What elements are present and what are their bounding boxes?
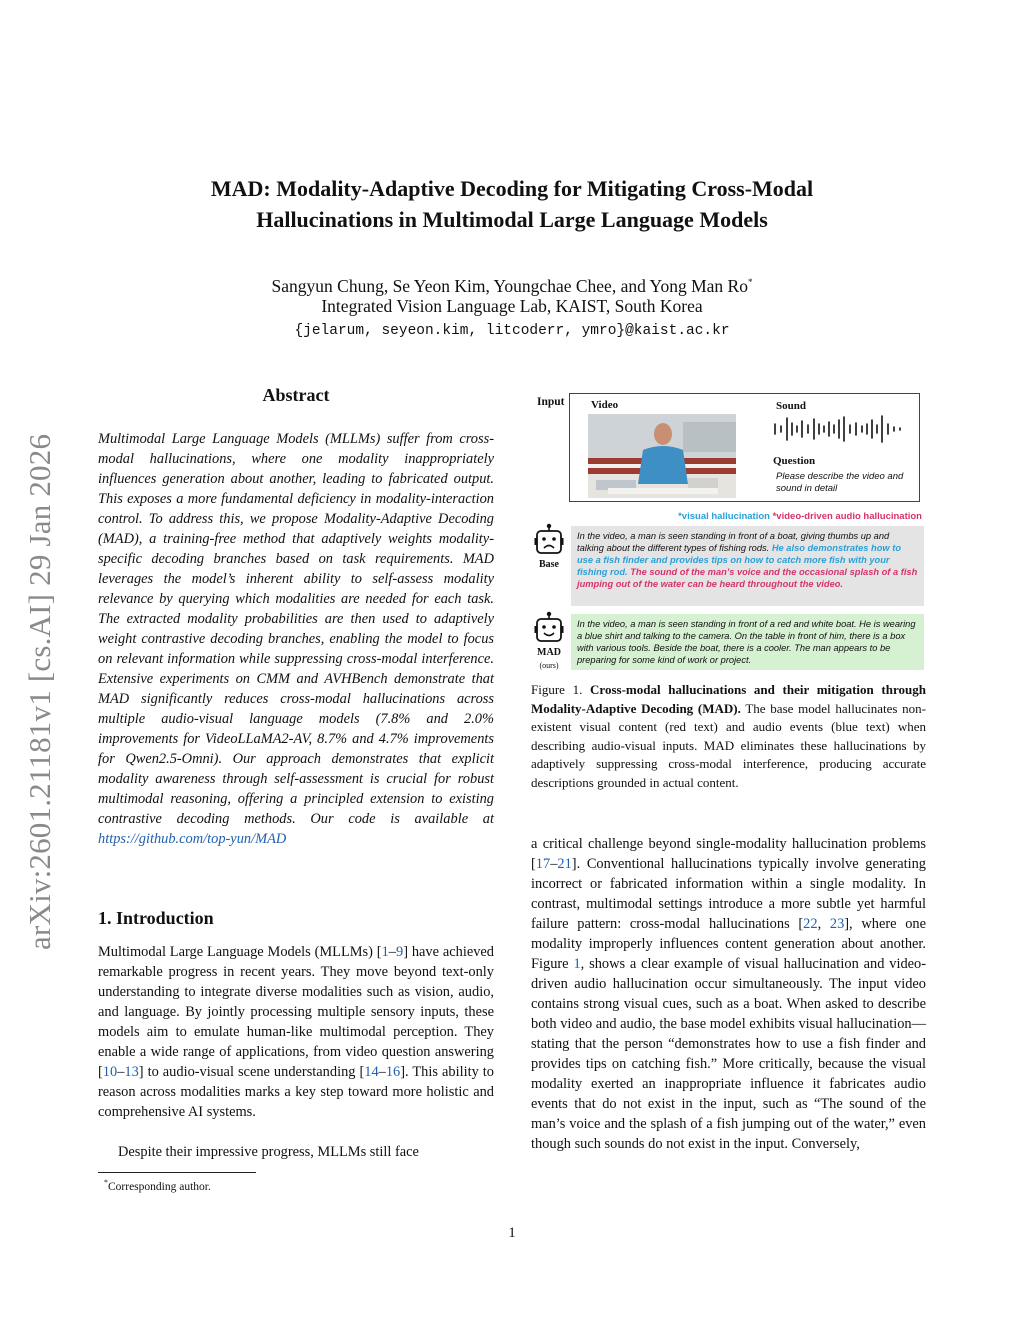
video-frame-illustration — [588, 414, 736, 498]
intro-paragraph-3 — [531, 834, 926, 1154]
section-heading-introduction: 1. Introduction — [98, 908, 214, 928]
legend-audio-hallucination: *video-driven audio hallucination — [772, 511, 922, 522]
text-run: , — [817, 916, 830, 932]
citation-link[interactable]: 9 — [395, 944, 404, 960]
text-run: a critical challenge beyond single-modality hallucination problems [ — [531, 836, 926, 872]
caption-prefix: Figure 1. — [531, 682, 591, 697]
figure-legend — [560, 511, 922, 522]
affiliation: Integrated Vision Language Lab, KAIST, South Korea — [321, 296, 703, 316]
citation-link[interactable]: 13 — [124, 1064, 139, 1080]
base-text-plain: In the video, a man is seen standing in front of a boat, giving thumbs up and talking about the different types of fishing rods. — [577, 531, 890, 553]
citation-link[interactable]: 10 — [102, 1064, 118, 1080]
figure-sound-label: Sound — [776, 400, 806, 412]
text-run: – — [378, 1064, 386, 1080]
citation-link[interactable]: 21 — [557, 856, 572, 872]
sad-robot-icon — [534, 523, 564, 557]
author-list — [120, 271, 904, 298]
text-run: , shows a clear example of visual hallucination and video-driven audio hallucination occur simultaneously. The input video contains strong visual cues, such as a boat. When asked to describe both video and audio, the base model exhibits visual hallucination—stating that the person “demonstrates how to use a fish finder and provides tips on catching fish.” More critically, because the visual modality exerted an inappropriate influence it fabricates audio events that do not exist in the input, such as “The sound of the man’s voice and the splash of a fish jumping out of the water,” even though such sounds do not exist in the input. Conversely, — [531, 956, 927, 1152]
figure-reference-link[interactable]: 1 — [573, 956, 581, 972]
title-line-1: MAD: Modality-Adaptive Decoding for Mitigating Cross-Modal — [210, 176, 814, 201]
base-text-audio-hallucination: The sound of the man’s voice and the occasional splash of a fish jumping out of the water can be heard throughout the video. — [577, 567, 918, 589]
citation-link[interactable]: 22 — [803, 916, 818, 932]
base-text-visual-hallucination: He also demonstrates how to use a fish finder and provides tips on how to catch more fish with your fishing rod. — [577, 543, 901, 577]
figure-question-label: Question — [773, 455, 816, 467]
base-output-box — [571, 526, 924, 606]
footnote-mark: * — [104, 1178, 108, 1187]
abstract-heading: Abstract — [262, 385, 330, 405]
text-run: Multimodal Large Language Models (MLLMs) [ — [98, 944, 382, 960]
author-emails: {jelarum, seyeon.kim, litcoderr, ymro}@kaist.ac.kr — [294, 323, 730, 339]
mad-label: MAD — [537, 647, 561, 658]
base-label: Base — [539, 559, 559, 570]
footnote-rule — [98, 1172, 256, 1173]
citation-link[interactable]: 23 — [829, 916, 845, 932]
sound-waveform-icon — [772, 414, 907, 444]
figure-caption — [531, 681, 926, 792]
video-thumbnail-image — [588, 414, 736, 498]
citation-link[interactable]: 1 — [381, 944, 389, 960]
footnote — [104, 1178, 211, 1193]
intro-paragraph-1 — [98, 942, 494, 1122]
arxiv-stamp: arXiv:2601.21181v1 [cs.AI] 29 Jan 2026 — [22, 433, 57, 950]
mad-output-box: In the video, a man is seen standing in front of a red and white boat. He is wearing a blue shirt and talking to the camera. On the table in front of him, there is a box with various tools. Beside the boat, there is a cooler. The man appears to be preparing for some kind of work or project. — [571, 614, 924, 670]
text-run: ]. Conventional hallucinations typically involve generating incorrect or fabricated information within a single modality. In contrast, multimodal settings introduce a more subtle yet harmful failure pattern: cross-modal hallucinations [ — [531, 856, 926, 932]
intro-paragraph-2: Despite their impressive progress, MLLMs still face — [118, 1144, 419, 1160]
figure-input-label: Input — [537, 396, 565, 408]
citation-link[interactable]: 17 — [535, 856, 551, 872]
author-mark: * — [747, 277, 753, 287]
mad-sublabel: (ours) — [539, 661, 559, 670]
text-run: – — [388, 944, 396, 960]
title-line-2: Hallucinations in Multimodal Large Language Models — [256, 207, 768, 232]
paper-title — [120, 173, 904, 235]
figure-video-label: Video — [591, 399, 619, 411]
authors-text: Sangyun Chung, Se Yeon Kim, Youngchae Chee, and Yong Man Ro — [271, 275, 748, 296]
citation-link[interactable]: 14 — [364, 1064, 379, 1080]
citation-link[interactable]: 16 — [385, 1064, 401, 1080]
text-run: ], where one modality improperly influences content generation about another. Figure — [531, 916, 926, 972]
caption-title: Cross-modal hallucinations and their mitigation through Modality-Adaptive Decoding (MAD). — [531, 682, 926, 716]
footnote-text: Corresponding author. — [108, 1180, 211, 1193]
abstract-body — [98, 429, 494, 849]
text-run: – — [117, 1064, 125, 1080]
caption-body: The base model hallucinates non-existent visual content (red text) and audio events (blue text) when describing audio-visual inputs. MAD eliminates these hallucinations by adaptively suppressing cross-modal interference, producing accurate descriptions grounded in actual content. — [531, 700, 926, 790]
text-run: ] have achieved remarkable progress in recent years. They move beyond text-only understanding to integrate diverse modalities such as vision, audio, and language. By jointly processing multiple sensory inputs, these models aim to emulate human-like multimodal perception. They enable a wide range of applications, from video question answering [ — [98, 944, 494, 1080]
text-run: – — [550, 856, 558, 872]
text-run: ]. This ability to reason across modalities marks a key step toward more holistic and comprehensive AI systems. — [98, 1064, 494, 1120]
abstract-text: Multimodal Large Language Models (MLLMs) suffer from cross-modal hallucinations, where one modality inappropriately influences generation about another, leading to fabricated output. This exposes a more fundamental deficiency in modality-interaction control. To address this, we propose Modality-Adaptive Decoding (MAD), a training-free method that adaptively weights modality-specific decoding branches based on task requirements. MAD leverages the model’s inherent ability to self-assess modality relevance by querying which modalities are needed for each task. The extracted modality probabilities are then used to adaptively weight contrastive decoding branches, enabling the model to focus on relevant information while suppressing cross-modal interference. Extensive experiments on CMM and AVHBench demonstrate that MAD significantly reduces cross-modal hallucinations across multiple audio-visual language models (7.8% and 2.0% improvements for VideoLLaMA2-AV, 8.7% and 4.7% improvements for Qwen2.5-Omni). Our approach demonstrates that explicit modality awareness through self-assessment is crucial for robust multimodal reasoning, offering a principled extension to existing contrastive decoding methods. Our code is available at — [98, 431, 494, 827]
figure-question-text: Please describe the video and sound in detail — [776, 471, 904, 494]
page-number: 1 — [508, 1225, 516, 1241]
code-link[interactable]: https://github.com/top-yun/MAD — [98, 831, 287, 847]
legend-visual-hallucination: *visual hallucination — [678, 511, 770, 522]
happy-robot-icon — [534, 611, 564, 645]
text-run: ] to audio-visual scene understanding [ — [138, 1064, 365, 1080]
